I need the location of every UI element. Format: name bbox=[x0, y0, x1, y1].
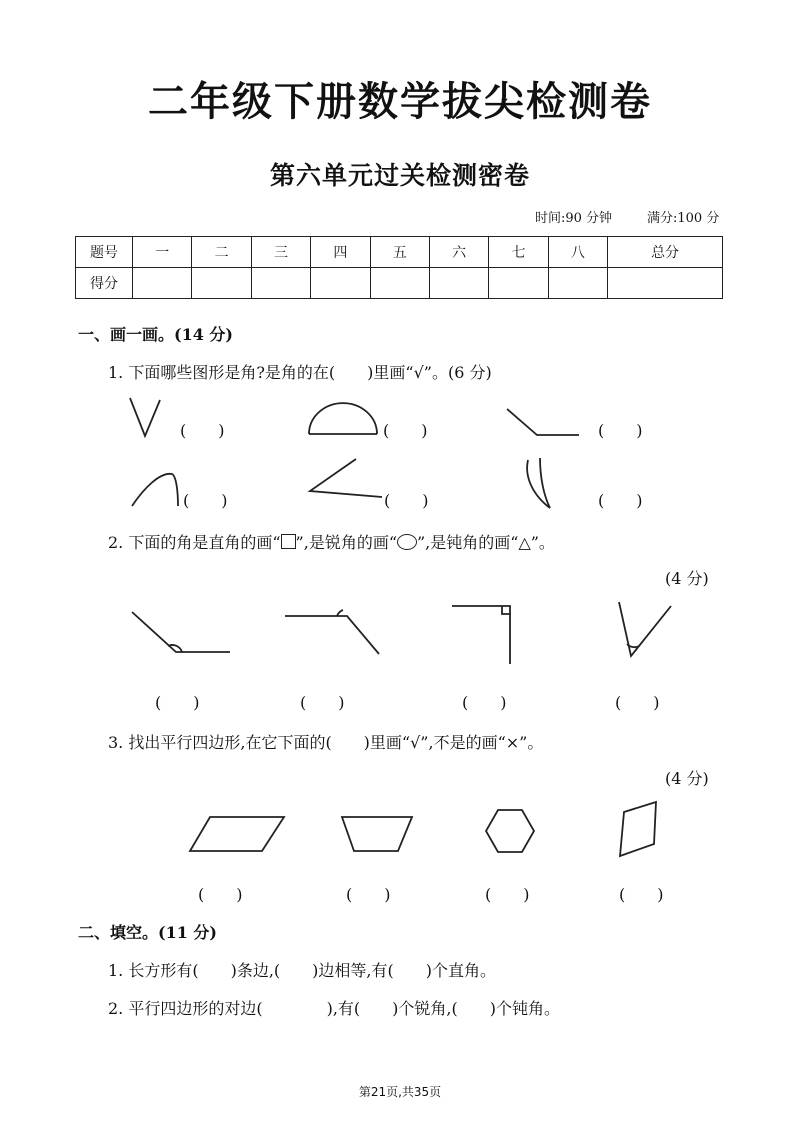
answer-paren[interactable]: ( ) bbox=[183, 491, 228, 510]
answer-paren[interactable]: ( ) bbox=[384, 491, 429, 510]
figure-quadrilateral bbox=[616, 800, 661, 860]
score-table-cell: 得分 bbox=[76, 268, 133, 299]
score-table-cell: 五 bbox=[370, 237, 429, 268]
q2-points: (4 分) bbox=[665, 569, 709, 588]
score-input-cell[interactable] bbox=[370, 268, 429, 299]
score-table-cell: 六 bbox=[429, 237, 488, 268]
score-table-cell: 总分 bbox=[608, 237, 723, 268]
score-table-score-row bbox=[76, 268, 723, 299]
answer-paren[interactable]: ( ) bbox=[300, 693, 345, 712]
score-input-cell[interactable] bbox=[608, 268, 723, 299]
figure-v-angle bbox=[128, 396, 168, 441]
score-table-cell: 八 bbox=[548, 237, 607, 268]
score-table-cell: 题号 bbox=[76, 237, 133, 268]
page-footer: 第21页,共35页 bbox=[358, 1085, 442, 1099]
answer-paren[interactable]: ( ) bbox=[598, 491, 643, 510]
section1-heading: 一、画一画。(14 分) bbox=[78, 325, 233, 344]
q2-text-part: ”,是钝角的画“△”。 bbox=[417, 533, 555, 552]
exam-time: 时间:90 分钟 bbox=[535, 211, 613, 226]
answer-paren[interactable]: ( ) bbox=[155, 693, 200, 712]
answer-paren[interactable]: ( ) bbox=[346, 885, 391, 904]
score-table bbox=[75, 236, 723, 299]
circle-symbol-icon bbox=[397, 534, 417, 550]
section1-q3-text: 3. 找出平行四边形,在它下面的( )里画“√”,不是的画“×”。 bbox=[108, 733, 544, 752]
score-input-cell[interactable] bbox=[133, 268, 192, 299]
q2-text-part: 2. 下面的角是直角的画“ bbox=[108, 533, 281, 552]
figure-parallelogram bbox=[188, 815, 288, 855]
section1-q2-text bbox=[108, 530, 555, 553]
score-table-cell: 一 bbox=[133, 237, 192, 268]
answer-paren[interactable]: ( ) bbox=[462, 693, 507, 712]
section2-q1-text: 1. 长方形有( )条边,( )边相等,有( )个直角。 bbox=[108, 961, 496, 980]
answer-paren[interactable]: ( ) bbox=[598, 421, 643, 440]
score-input-cell[interactable] bbox=[192, 268, 251, 299]
section2-q2-text: 2. 平行四边形的对边( ),有( )个锐角,( )个钝角。 bbox=[108, 999, 560, 1018]
score-table-cell: 七 bbox=[489, 237, 548, 268]
answer-paren[interactable]: ( ) bbox=[485, 885, 530, 904]
answer-paren[interactable]: ( ) bbox=[198, 885, 243, 904]
exam-full-score: 满分:100 分 bbox=[647, 211, 720, 226]
figure-trapezoid bbox=[340, 815, 415, 855]
section2-heading: 二、填空。(11 分) bbox=[78, 923, 217, 942]
page-title: 二年级下册数学拔尖检测卷 bbox=[148, 79, 652, 125]
square-symbol-icon bbox=[281, 534, 296, 549]
answer-paren[interactable]: ( ) bbox=[383, 421, 428, 440]
figure-hexagon bbox=[484, 808, 539, 856]
figure-obtuse-angle bbox=[505, 405, 585, 440]
score-input-cell[interactable] bbox=[429, 268, 488, 299]
score-table-header-row bbox=[76, 237, 723, 268]
figure-semicircle bbox=[305, 400, 385, 440]
score-table-cell: 四 bbox=[311, 237, 370, 268]
figure-curve bbox=[130, 470, 185, 510]
figure-acute-angle bbox=[615, 600, 675, 660]
answer-paren[interactable]: ( ) bbox=[619, 885, 664, 904]
score-input-cell[interactable] bbox=[311, 268, 370, 299]
figure-obtuse-angle bbox=[128, 608, 233, 658]
answer-paren[interactable]: ( ) bbox=[180, 421, 225, 440]
score-table-cell: 三 bbox=[251, 237, 310, 268]
score-table-cell: 二 bbox=[192, 237, 251, 268]
section1-q1-text: 1. 下面哪些图形是角?是角的在( )里画“√”。(6 分) bbox=[108, 363, 492, 382]
score-input-cell[interactable] bbox=[489, 268, 548, 299]
page-subtitle: 第六单元过关检测密卷 bbox=[269, 161, 530, 190]
q2-text-part: ”,是锐角的画“ bbox=[295, 533, 397, 552]
figure-obtuse-angle bbox=[283, 610, 383, 660]
answer-paren[interactable]: ( ) bbox=[615, 693, 660, 712]
figure-acute-angle bbox=[308, 455, 388, 505]
figure-right-angle bbox=[450, 602, 520, 667]
q3-points: (4 分) bbox=[665, 769, 709, 788]
score-input-cell[interactable] bbox=[548, 268, 607, 299]
score-input-cell[interactable] bbox=[251, 268, 310, 299]
figure-curved-lines bbox=[520, 456, 560, 516]
